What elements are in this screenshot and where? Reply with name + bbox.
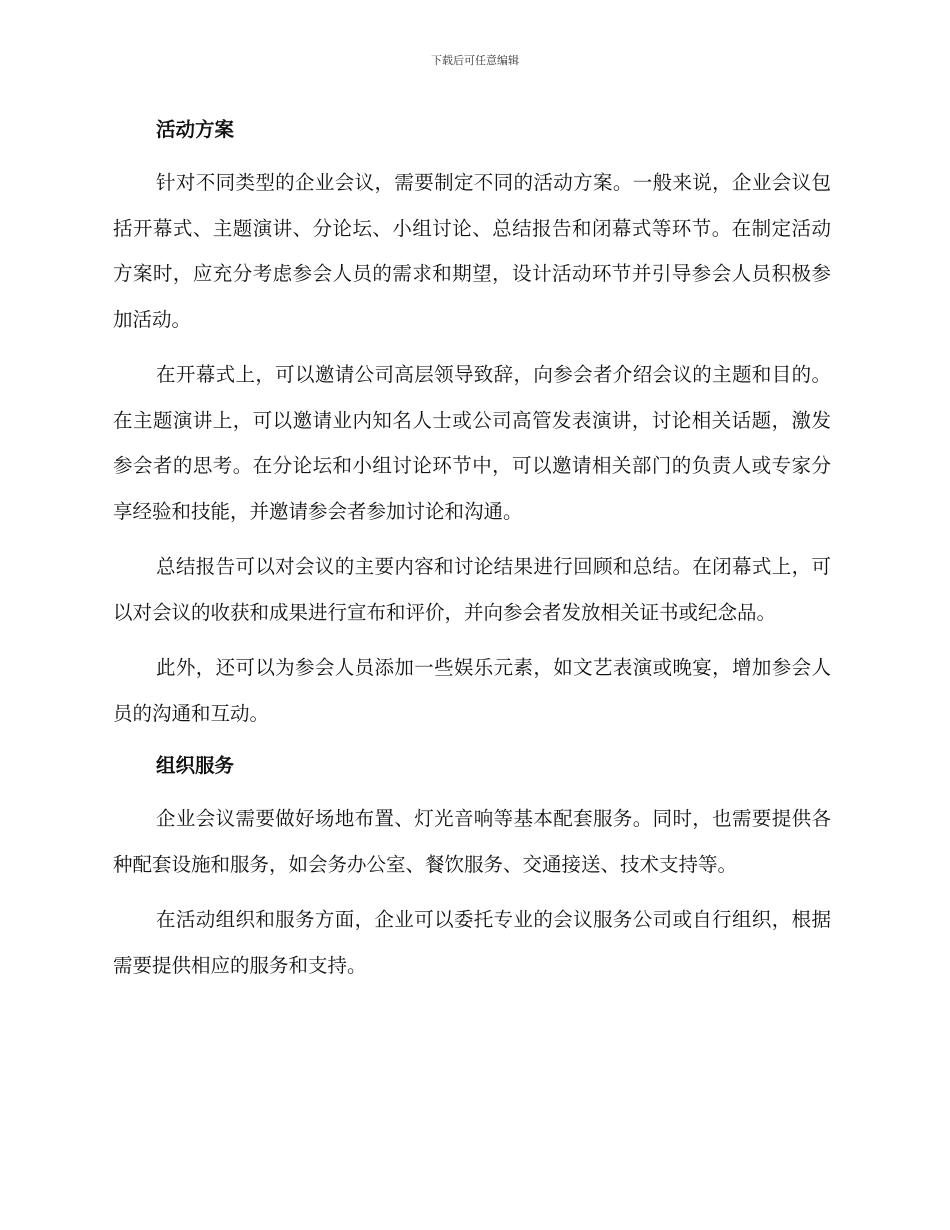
document-body: [113, 110, 831, 998]
paragraph: 针对不同类型的企业会议，需要制定不同的活动方案。一般来说，企业会议包括开幕式、主题演讲、分论坛、小组讨论、总结报告和闭幕式等环节。在制定活动方案时，应充分考虑参会人员的需求和期望，设计活动环节并引导参会人员积极参加活动。: [113, 171, 831, 331]
paragraph: 企业会议需要做好场地布置、灯光音响等基本配套服务。同时，也需要提供各种配套设施和服务，如会务办公室、餐饮服务、交通接送、技术支持等。: [113, 807, 831, 876]
section-heading-activity-plan: 活动方案: [156, 118, 235, 141]
paragraph: 在开幕式上，可以邀请公司高层领导致辞，向参会者介绍会议的主题和目的。在主题演讲上，可以邀请业内知名人士或公司高管发表演讲，讨论相关话题，激发参会者的思考。在分论坛和小组讨论环节中，可以邀请相关部门的负责人或专家分享经验和技能，并邀请参会者参加讨论和沟通。: [113, 363, 831, 523]
paragraph: 此外，还可以为参会人员添加一些娱乐元素，如文艺表演或晚宴，增加参会人员的沟通和互动。: [113, 656, 831, 725]
page-header: 下载后可任意编辑: [431, 54, 519, 67]
paragraph: 在活动组织和服务方面，企业可以委托专业的会议服务公司或自行组织，根据需要提供相应的服务和支持。: [113, 908, 831, 977]
paragraph: 总结报告可以对会议的主要内容和讨论结果进行回顾和总结。在闭幕式上，可以对会议的收获和成果进行宣布和评价，并向参会者发放相关证书或纪念品。: [113, 555, 831, 624]
section-heading-organization-service: 组织服务: [156, 754, 235, 777]
